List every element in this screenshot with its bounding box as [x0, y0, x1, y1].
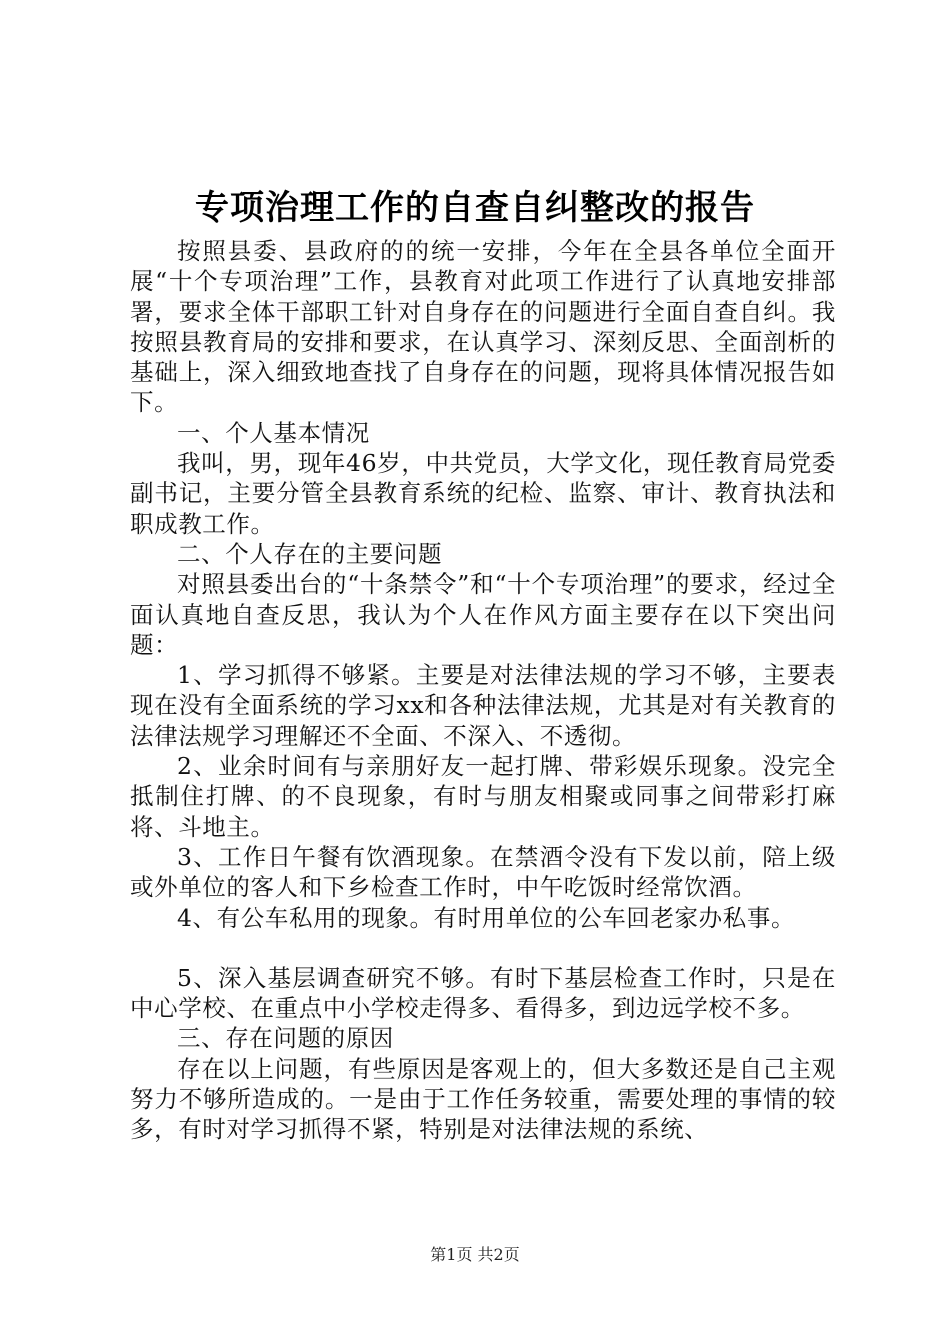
- paragraph-basic-info: 我叫，男，现年46岁，中共党员，大学文化，现任教育局党委副书记，主要分管全县教育系统的纪检、监察、审计、教育执法和职成教工作。: [130, 449, 836, 538]
- list-item-problem-5: 5、深入基层调查研究不够。有时下基层检查工作时，只是在中心学校、在重点中小学校走得多、看得多，到边远学校不多。: [130, 963, 836, 1023]
- paragraph-intro: 按照县委、县政府的的统一安排，今年在全县各单位全面开展“十个专项治理”工作，县教育对此项工作进行了认真地安排部署，要求全体干部职工针对自身存在的问题进行全面自查自纠。我按照县教育局的安排和要求，在认真学习、深刻反思、全面剖析的基础上，深入细致地查找了自身存在的问题，现将具体情况报告如下。: [130, 237, 836, 417]
- document-title: 专项治理工作的自查自纠整改的报告: [195, 188, 755, 228]
- section-heading-main-problems: 二、个人存在的主要问题: [177, 539, 443, 568]
- page-number: 第1页 共2页: [430, 1245, 520, 1264]
- paragraph-causes: 存在以上问题，有些原因是客观上的，但大多数还是自己主观努力不够所造成的。一是由于工作任务较重，需要处理的事情的较多，有时对学习抓得不紧，特别是对法律法规的系统、: [130, 1054, 836, 1144]
- list-item-problem-2: 2、业余时间有与亲朋好友一起打牌、带彩娱乐现象。没完全抵制住打牌、的不良现象，有时与朋友相聚或同事之间带彩打麻将、斗地主。: [130, 752, 836, 841]
- list-item-problem-1: 1、学习抓得不够紧。主要是对法律法规的学习不够，主要表现在没有全面系统的学习xx和各种法律法规，尤其是对有关教育的法律法规学习理解还不全面、不深入、不透彻。: [130, 661, 836, 750]
- list-item-problem-4: 4、有公车私用的现象。有时用单位的公车回老家办私事。: [177, 903, 796, 932]
- section-heading-basic-info: 一、个人基本情况: [177, 418, 370, 447]
- section-heading-causes: 三、存在问题的原因: [177, 1024, 394, 1053]
- list-item-problem-3: 3、工作日午餐有饮酒现象。在禁酒令没有下发以前，陪上级或外单位的客人和下乡检查工作时，中午吃饭时经常饮酒。: [130, 842, 836, 902]
- document-body: [130, 236, 836, 1145]
- paragraph-problems-intro: 对照县委出台的“十条禁令”和“十个专项治理”的要求，经过全面认真地自查反思，我认为个人在作风方面主要存在以下突出问题：: [130, 570, 836, 659]
